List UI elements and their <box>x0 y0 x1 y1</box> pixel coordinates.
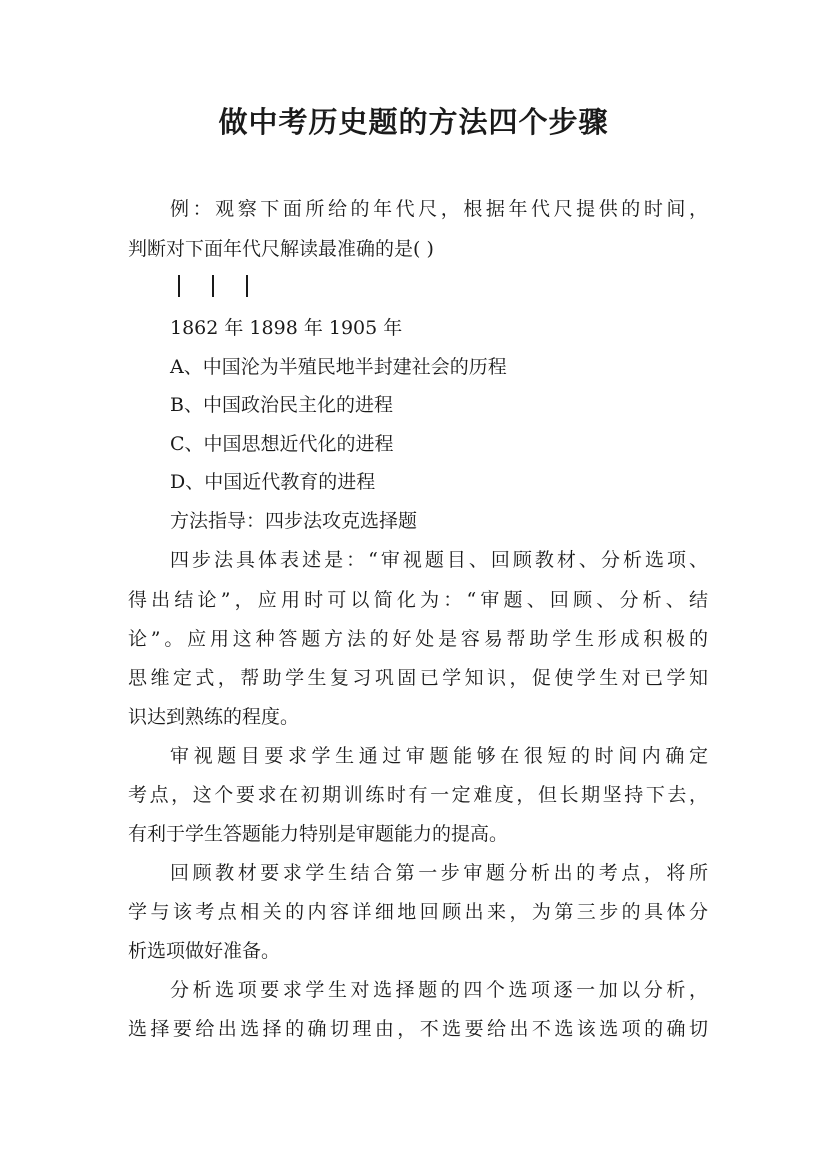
example-question-line-1: 例：观察下面所给的年代尺，根据年代尺提供的时间， <box>170 198 708 220</box>
option-a: A、中国沦为半殖民地半封建社会的历程 <box>170 356 507 378</box>
option-d: D、中国近代教育的进程 <box>170 471 376 493</box>
option-b: B、中国政治民主化的进程 <box>170 394 393 416</box>
paragraph-1-line-1: 四步法具体表述是：“审视题目、回顾教材、分析选项、 <box>170 549 708 571</box>
timeline-tick <box>178 275 180 297</box>
paragraph-1-line-2: 得出结论”，应用时可以简化为：“审题、回顾、分析、结 <box>128 589 708 611</box>
example-question-line-2: 判断对下面年代尺解读最准确的是( ) <box>128 238 434 260</box>
paragraph-2-line-3: 有利于学生答题能力特别是审题能力的提高。 <box>128 823 509 845</box>
paragraph-1-line-4: 思维定式，帮助学生复习巩固已学知识，促使学生对已学知 <box>128 667 708 689</box>
timeline-years: 1862 年 1898 年 1905 年 <box>170 317 403 339</box>
timeline-ruler <box>178 275 258 297</box>
timeline-tick <box>246 275 248 297</box>
option-c: C、中国思想近代化的进程 <box>170 433 394 455</box>
timeline-tick <box>212 275 214 297</box>
paragraph-3-line-3: 析选项做好准备。 <box>128 940 281 962</box>
paragraph-4-line-2: 选择要给出选择的确切理由，不选要给出不选该选项的确切 <box>128 1018 708 1040</box>
paragraph-4-line-1: 分析选项要求学生对选择题的四个选项逐一加以分析， <box>170 979 708 1001</box>
paragraph-3-line-1: 回顾教材要求学生结合第一步审题分析出的考点，将所 <box>170 862 708 884</box>
paragraph-2-line-2: 考点，这个要求在初期训练时有一定难度，但长期坚持下去， <box>128 784 708 806</box>
method-heading: 方法指导：四步法攻克选择题 <box>170 510 418 532</box>
paragraph-1-line-5: 识达到熟练的程度。 <box>128 706 300 728</box>
paragraph-1-line-3: 论”。应用这种答题方法的好处是容易帮助学生形成积极的 <box>128 628 708 650</box>
document-title: 做中考历史题的方法四个步骤 <box>218 105 609 139</box>
paragraph-2-line-1: 审视题目要求学生通过审题能够在很短的时间内确定 <box>170 745 708 767</box>
paragraph-3-line-2: 学与该考点相关的内容详细地回顾出来，为第三步的具体分 <box>128 901 708 923</box>
